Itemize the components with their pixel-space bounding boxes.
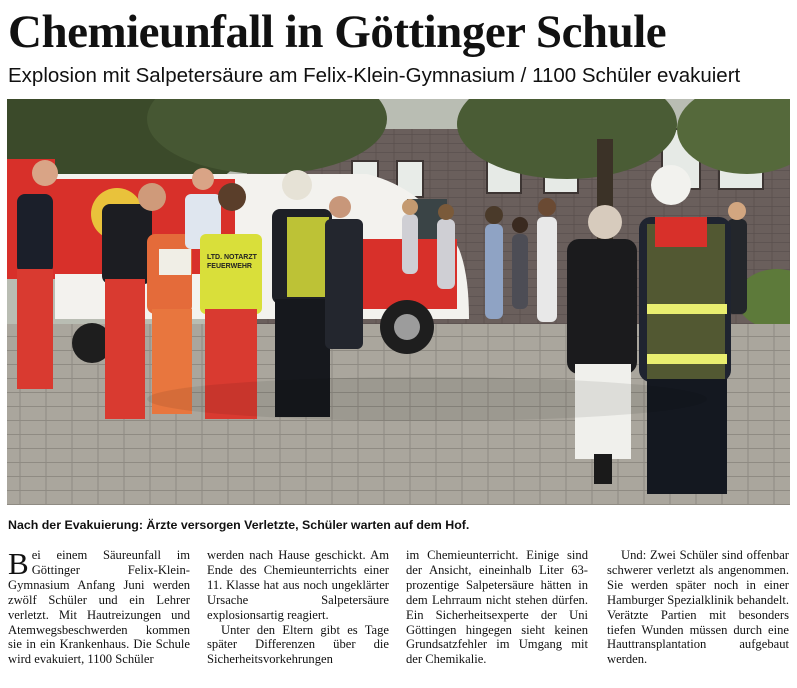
drop-cap: B xyxy=(8,546,29,581)
article-column-1 xyxy=(8,548,190,667)
headline: Chemieunfall in Göttinger Schule xyxy=(8,6,667,58)
vest-label-1: LTD. NOTARZT xyxy=(207,254,257,261)
column-3-text: im Chemieunterricht. Einige sind der Ansicht, eineinhalb Liter 63-prozentige Salpetersäure hätten in dem Lehrraum nicht stehen dürfen. Ein Sicherheitsexperte der Uni Göttingen hingegen sieht keinen Grundsatzfehler im Umgang mit der Chemikalie. xyxy=(406,548,588,667)
column-4-text: Und: Zwei Schüler sind offenbar schwerer verletzt als angenommen. Sie werden später noch in einer Hamburger Spezialklinik behandelt. Verätzte Partien mit besonders tiefen Wunden müssen durch eine Hauttransplantation aufgebaut werden. xyxy=(607,548,789,667)
news-photo xyxy=(7,99,790,505)
article-column-2 xyxy=(207,548,389,667)
article-column-3 xyxy=(406,548,588,667)
article-column-4 xyxy=(607,548,789,667)
photo-caption: Nach der Evakuierung: Ärzte versorgen Verletzte, Schüler warten auf dem Hof. xyxy=(8,518,470,532)
vest-label-2: FEUERWEHR xyxy=(207,263,252,270)
column-1-text: ei einem Säureunfall im Göttinger Felix-Klein-Gymnasium Anfang Juni werden zwölf Schüler und ein Lehrer verletzt. Mit Hautreizungen und Atemwegsbeschwerden kommen sie in ein Krankenhaus. Die Schule wird evakuiert, 1100 Schüler xyxy=(8,548,190,667)
article-body xyxy=(8,548,790,686)
subheadline: Explosion mit Salpetersäure am Felix-Klein-Gymnasium / 1100 Schüler evakuiert xyxy=(8,64,741,87)
photo-illustration xyxy=(7,99,790,505)
column-2-paragraph-1: werden nach Hause geschickt. Am Ende des Chemieunterrichts einer 11. Klasse hat aus noch ungeklärter Ursache Salpetersäure explosionsartig reagiert. xyxy=(207,548,389,622)
column-2-paragraph-2: Unter den Eltern gibt es Tage später Differenzen über die Sicherheitsvorkehrungen xyxy=(207,622,389,667)
